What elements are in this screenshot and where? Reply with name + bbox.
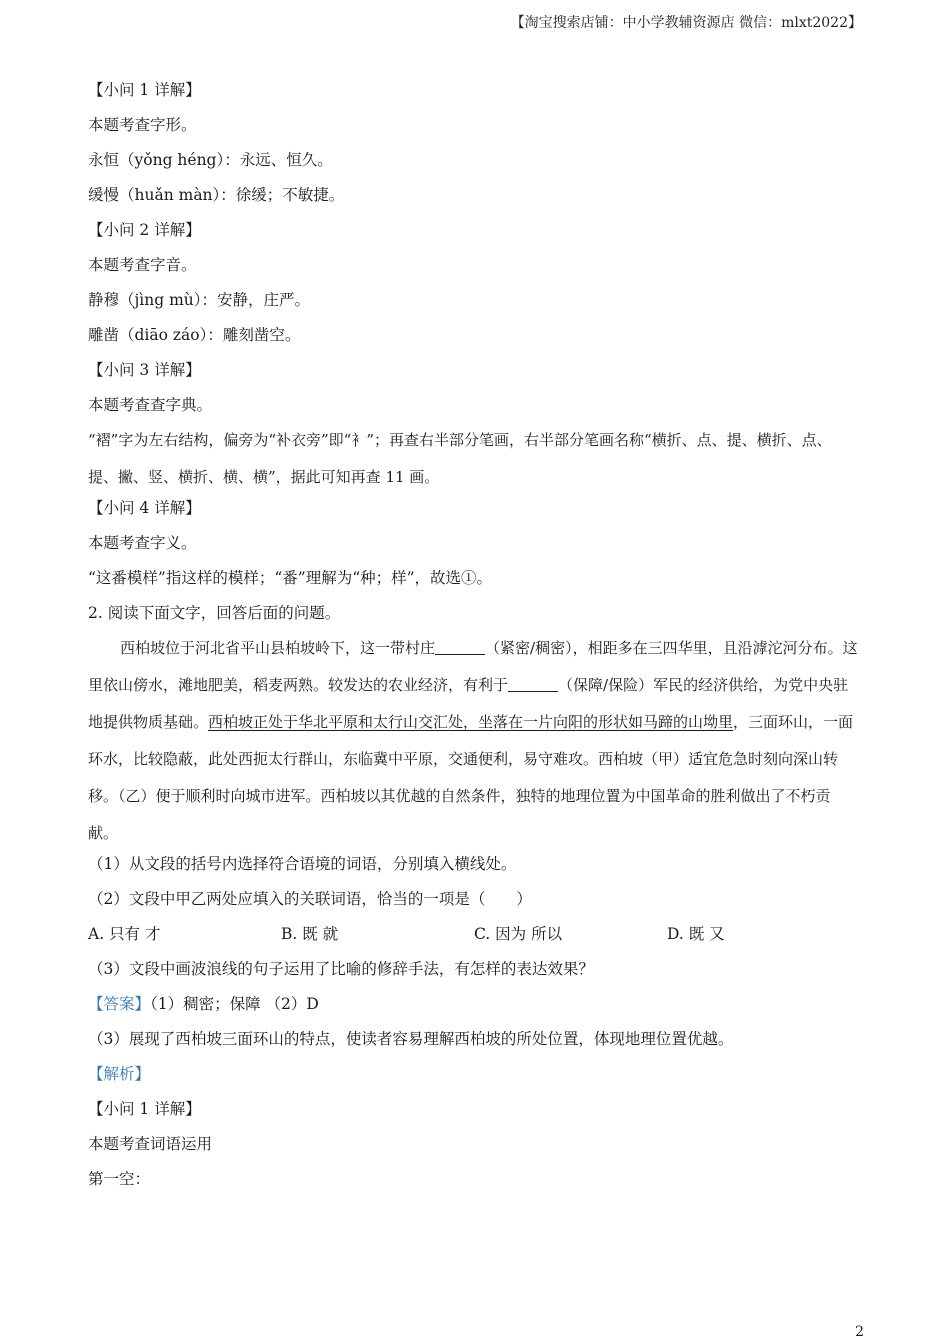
q4-text: “这番模样”指这样的模样；“番”理解为“种；样”，故选①。	[88, 569, 493, 587]
answer-label: 【答案】	[88, 995, 151, 1013]
q2-item2: 雕凿（diāo záo）：雕刻凿空。	[88, 326, 301, 344]
q1-title: 【小问 1 详解】	[88, 81, 201, 99]
q4-intro: 本题考查字义。	[88, 534, 197, 552]
document-body	[88, 78, 860, 1202]
analysis-q1-title: 【小问 1 详解】	[88, 1100, 201, 1118]
page-number: 2	[855, 1324, 864, 1340]
question2-sub3: （3）文段中画波浪线的句子运用了比喻的修辞手法，有怎样的表达效果？	[88, 960, 594, 978]
analysis-q1-intro: 本题考查词语运用	[88, 1135, 213, 1153]
option-d: D. 既 又	[667, 925, 725, 943]
q3-title: 【小问 3 详解】	[88, 361, 201, 379]
answer-line	[88, 992, 860, 1027]
answer-3: （3）展现了西柏坡三面环山的特点，使读者容易理解西柏坡的所处位置，体现地理位置优越。	[88, 1030, 734, 1048]
passage-part3: （保障/保险）军民的经济供给，为党中央驻地提供物质基础。	[88, 676, 849, 731]
q1-item2: 缓慢（huǎn màn）：徐缓；不敏捷。	[88, 186, 345, 204]
q2-title: 【小问 2 详解】	[88, 221, 201, 239]
fill-blank-1	[435, 638, 485, 655]
passage-part1: 西柏坡位于河北省平山县柏坡岭下，这一带村庄	[120, 639, 436, 657]
q2-intro: 本题考查字音。	[88, 256, 197, 274]
question2-sub1: （1）从文段的括号内选择符合语境的词语，分别填入横线处。	[88, 855, 517, 873]
passage-part4: ，三面环山，一面环水，比较隐蔽，此处西扼太行群山，东临冀中平原，交通便利，易守难攻。西柏坡（甲）适宜危急时刻向深山转移。（乙）便于顺利时向城市进军。西柏坡以其优越的自然条件，独特的地理位置为中国革命的胜利做出了不朽贡献。	[88, 713, 854, 842]
option-c: C. 因为 所以	[474, 925, 563, 943]
wavy-underlined-sentence: 西柏坡正处于华北平原和太行山交汇处，坐落在一片向阳的形状如马蹄的山坳里	[208, 713, 734, 731]
page-header: 【淘宝搜索店铺：中小学教辅资源店 微信：mlxt2022】	[510, 15, 862, 31]
q4-title: 【小问 4 详解】	[88, 499, 201, 517]
q3-intro: 本题考查查字典。	[88, 396, 213, 414]
question2-stem: 2. 阅读下面文字，回答后面的问题。	[88, 604, 341, 622]
q1-item1: 永恒（yǒng héng）：永远、恒久。	[88, 151, 333, 169]
choice-options	[88, 922, 860, 957]
question2-sub2: （2）文段中甲乙两处应填入的关联词语，恰当的一项是（ ）	[88, 890, 532, 908]
analysis-label: 【解析】	[88, 1065, 151, 1083]
analysis-first-blank: 第一空：	[88, 1170, 151, 1188]
answer-text: （1）稠密；保障 （2）D	[150, 995, 319, 1013]
q1-intro: 本题考查字形。	[88, 116, 197, 134]
option-b: B. 既 就	[281, 925, 339, 943]
fill-blank-2	[508, 675, 558, 692]
option-a: A. 只有 才	[88, 925, 161, 943]
q2-item1: 静穆（jìng mù）：安静，庄严。	[88, 291, 311, 309]
question2-passage	[88, 630, 860, 852]
q3-text: “褶”字为左右结构，偏旁为“补衣旁”即“衤”；再查右半部分笔画，右半部分笔画名称“横折、点、提、横折、点、提、撇、竖、横折、横、横”，据此可知再查 11 画。	[88, 431, 832, 486]
passage-part2: （紧密/稠密），相距多在三四华里，且沿滹沱河分布。这里依山傍水，滩地肥美，稻麦两熟。较发达的农业经济，有利于	[88, 639, 858, 694]
